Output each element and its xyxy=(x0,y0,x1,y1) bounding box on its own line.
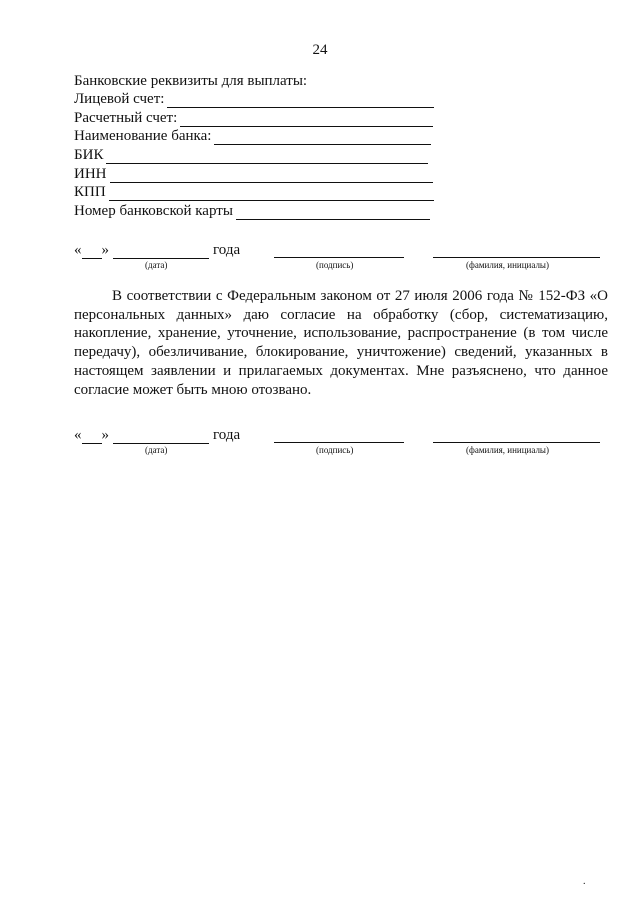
field-label: Наименование банка: xyxy=(74,128,212,145)
month-blank[interactable] xyxy=(113,246,209,259)
signature-row-1 xyxy=(74,242,604,274)
field-personal-account xyxy=(74,90,444,109)
field-kpp xyxy=(74,183,444,202)
settlement-account-blank[interactable] xyxy=(180,114,433,127)
bank-details-heading xyxy=(74,71,444,90)
signature-blank[interactable] xyxy=(274,257,404,258)
page-number: 24 xyxy=(312,42,328,58)
open-quote: « xyxy=(74,427,82,443)
field-card-number xyxy=(74,201,444,220)
card-number-blank[interactable] xyxy=(236,207,430,220)
bank-details-heading-text: Банковские реквизиты для выплаты: xyxy=(74,72,308,89)
name-caption: (фамилия, инициалы) xyxy=(466,260,549,270)
field-bank-name xyxy=(74,127,444,146)
field-label: КПП xyxy=(74,184,106,201)
field-inn xyxy=(74,164,444,183)
name-blank[interactable] xyxy=(433,257,600,258)
day-blank[interactable] xyxy=(82,431,102,444)
personal-account-blank[interactable] xyxy=(167,95,434,108)
open-quote: « xyxy=(74,242,82,258)
signature-caption: (подпись) xyxy=(316,445,354,455)
bik-blank[interactable] xyxy=(106,151,428,164)
kpp-blank[interactable] xyxy=(109,188,434,201)
year-word: года xyxy=(213,427,241,443)
signature-blank[interactable] xyxy=(274,442,404,443)
signature-row-2 xyxy=(74,427,604,459)
inn-blank[interactable] xyxy=(110,170,433,183)
bank-name-blank[interactable] xyxy=(214,132,431,145)
name-caption: (фамилия, инициалы) xyxy=(466,445,549,455)
consent-paragraph: В соответствии с Федеральным законом от 27 июля 2006 года № 152-ФЗ «О персональных данных» даю согласие на обработку (сбор, систематизацию, накопление, хранение, уточнение, использование, распространение (в том числе передачу), обезличивание, блокирование, уничтожение) сведений, указанных в настоящем заявлении и прилагаемых документах. Мне разъяснено, что данное согласие может быть мною отозвано. xyxy=(74,288,608,398)
field-label: Номер банковской карты xyxy=(74,202,233,219)
field-label: Расчетный счет: xyxy=(74,109,178,126)
field-settlement-account xyxy=(74,108,444,127)
corner-mark: . xyxy=(583,876,586,887)
signature-caption: (подпись) xyxy=(316,260,354,270)
name-blank[interactable] xyxy=(433,442,600,443)
bank-details-block xyxy=(74,71,444,220)
field-bik xyxy=(74,145,444,164)
close-quote: » xyxy=(101,242,109,258)
date-caption: (дата) xyxy=(145,445,168,455)
month-blank[interactable] xyxy=(113,431,209,444)
field-label: Лицевой счет: xyxy=(74,91,165,108)
year-word: года xyxy=(213,242,241,258)
field-label: ИНН xyxy=(74,165,107,182)
day-blank[interactable] xyxy=(82,246,102,259)
close-quote: » xyxy=(101,427,109,443)
field-label: БИК xyxy=(74,146,104,163)
date-field xyxy=(74,427,240,444)
date-field xyxy=(74,242,240,259)
date-caption: (дата) xyxy=(145,260,168,270)
